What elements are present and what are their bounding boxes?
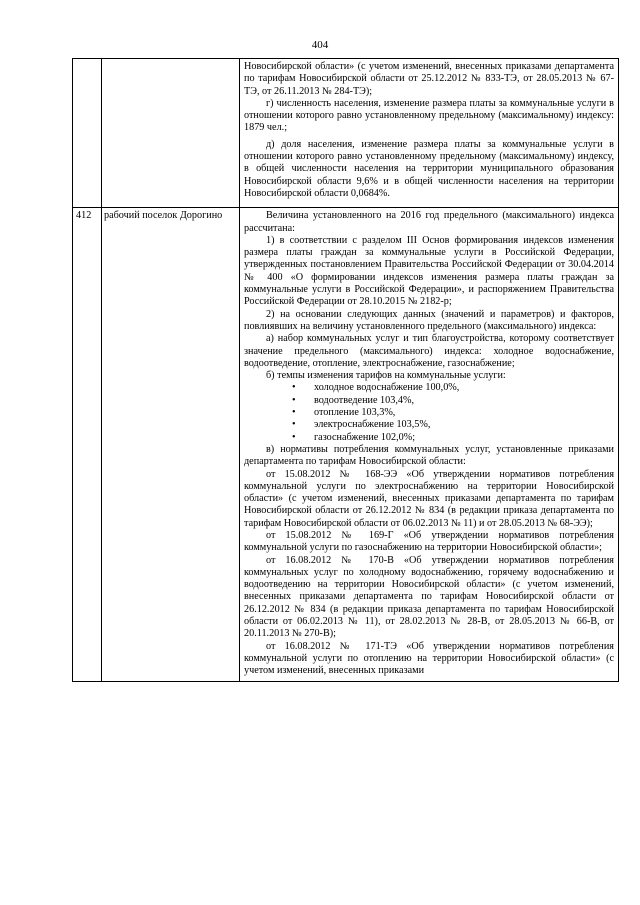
paragraph: от 15.08.2012 № 168-ЭЭ «Об утверждении нормативов потребления коммунальной услуги по электроснабжению на территории Новосибирской области» (с учетом изменений, внесенных приказами департамента по тарифам Новосибирской области от 26.12.2012 № 834 (в редакции приказа департамента по тарифам Новосибирской области от 06.02.2013 № 11) и от 28.05.2013 № 68-ЭЭ); bbox=[244, 468, 614, 529]
list-item bbox=[244, 419, 614, 431]
justification-cell bbox=[240, 208, 619, 681]
paragraph: от 16.08.2012 № 171-ТЭ «Об утверждении нормативов потребления коммунальной услуги по отоплению на территории Новосибирской области» (с учетом изменений, внесенных приказами bbox=[244, 640, 614, 677]
paragraph: от 15.08.2012 № 169-Г «Об утверждении нормативов потребления коммунальной услуги по газоснабжению на территории Новосибирской области»; bbox=[244, 529, 614, 554]
paragraph: д) доля населения, изменение размера платы за коммунальные услуги в отношении которого равно установленному предельному (максимальному) индексу, в общей численности населения на территории муниципального образования Новосибирской области 9,6% и в общей численности населения на территории Новосибирской области 0,0684%. bbox=[244, 138, 614, 199]
row-number-cell bbox=[73, 208, 102, 681]
row-number bbox=[73, 59, 101, 61]
table-row bbox=[73, 208, 619, 681]
municipality-cell bbox=[102, 59, 240, 208]
list-item bbox=[244, 382, 614, 394]
indices-table bbox=[72, 58, 619, 682]
list-item-text: водоотведение 103,4%, bbox=[314, 394, 414, 406]
paragraph: Новосибирской области» (с учетом изменений, внесенных приказами департамента по тарифам Новосибирской области от 25.12.2012 № 833-ТЭ, от 28.05.2013 № 67-ТЭ, от 26.11.2013 № 284-ТЭ); bbox=[244, 61, 614, 97]
justification-cell bbox=[240, 59, 619, 208]
paragraph: от 16.08.2012 № 170-В «Об утверждении нормативов потребления коммунальных услуг по холодному водоснабжению, горячему водоснабжению и водоотведению на территории Новосибирской области» (с учетом изменений, внесенных приказами департамента по тарифам Новосибирской области от 26.12.2012 № 834 (в редакции приказа департамента по тарифам Новосибирской области от 06.02.2013 № 11), от 28.02.2013 № 28-В, от 28.05.2013 № 66-В, от 20.11.2013 № 270-В); bbox=[244, 554, 614, 640]
page-number: 404 bbox=[311, 39, 329, 51]
municipality-cell bbox=[102, 208, 240, 681]
paragraph: а) набор коммунальных услуг и тип благоустройства, которому соответствует значение предельного (максимального) индекса: холодное водоснабжение, водоотведение, отопление, электроснабжение, газоснабжение; bbox=[244, 333, 614, 369]
paragraph: в) нормативы потребления коммунальных услуг, установленные приказами департамента по тарифам Новосибирской области: bbox=[244, 443, 614, 468]
municipality-name bbox=[102, 59, 239, 61]
paragraph: 1) в соответствии с разделом III Основ формирования индексов изменения размера платы граждан за коммунальные услуги в Российской Федерации, утвержденных постановлением Правительства Российской Федерации от 30.04.2014 № 400 «О формировании индексов изменения размера платы граждан за коммунальные услуги в Российской Федерации», и распоряжением Правительства Российской Федерации от 28.10.2015 № 2182-р; bbox=[244, 234, 614, 308]
bullet-icon: • bbox=[292, 419, 296, 431]
bullet-icon: • bbox=[292, 431, 296, 443]
tariff-growth-list bbox=[244, 382, 614, 443]
list-item-text: отопление 103,3%, bbox=[314, 407, 396, 419]
paragraph: 2) на основании следующих данных (значений и параметров) и факторов, повлиявших на величину установленного предельного (максимального) индекса: bbox=[244, 308, 614, 332]
bullet-icon: • bbox=[292, 407, 296, 419]
bullet-icon: • bbox=[292, 382, 296, 394]
paragraph: г) численность населения, изменение размера платы за коммунальные услуги в отношении которого равно установленному предельному (максимальному) индексу: 1879 чел.; bbox=[244, 97, 614, 134]
row-number-cell bbox=[73, 59, 102, 208]
paragraph: б) темпы изменения тарифов на коммунальные услуги: bbox=[266, 370, 506, 382]
bullet-icon: • bbox=[292, 394, 296, 406]
list-item-text: электроснабжение 103,5%, bbox=[314, 419, 431, 431]
municipality-name: рабочий поселок Дорогино bbox=[104, 210, 223, 222]
paragraph: Величина установленного на 2016 год предельного (максимального) индекса рассчитана: bbox=[244, 210, 614, 234]
list-item-text: газоснабжение 102,0%; bbox=[314, 431, 416, 443]
list-item bbox=[244, 395, 614, 407]
list-item bbox=[244, 407, 614, 419]
table-row bbox=[73, 59, 619, 208]
list-item bbox=[244, 432, 614, 444]
list-item-text: холодное водоснабжение 100,0%, bbox=[314, 382, 460, 394]
row-number: 412 bbox=[76, 210, 92, 222]
